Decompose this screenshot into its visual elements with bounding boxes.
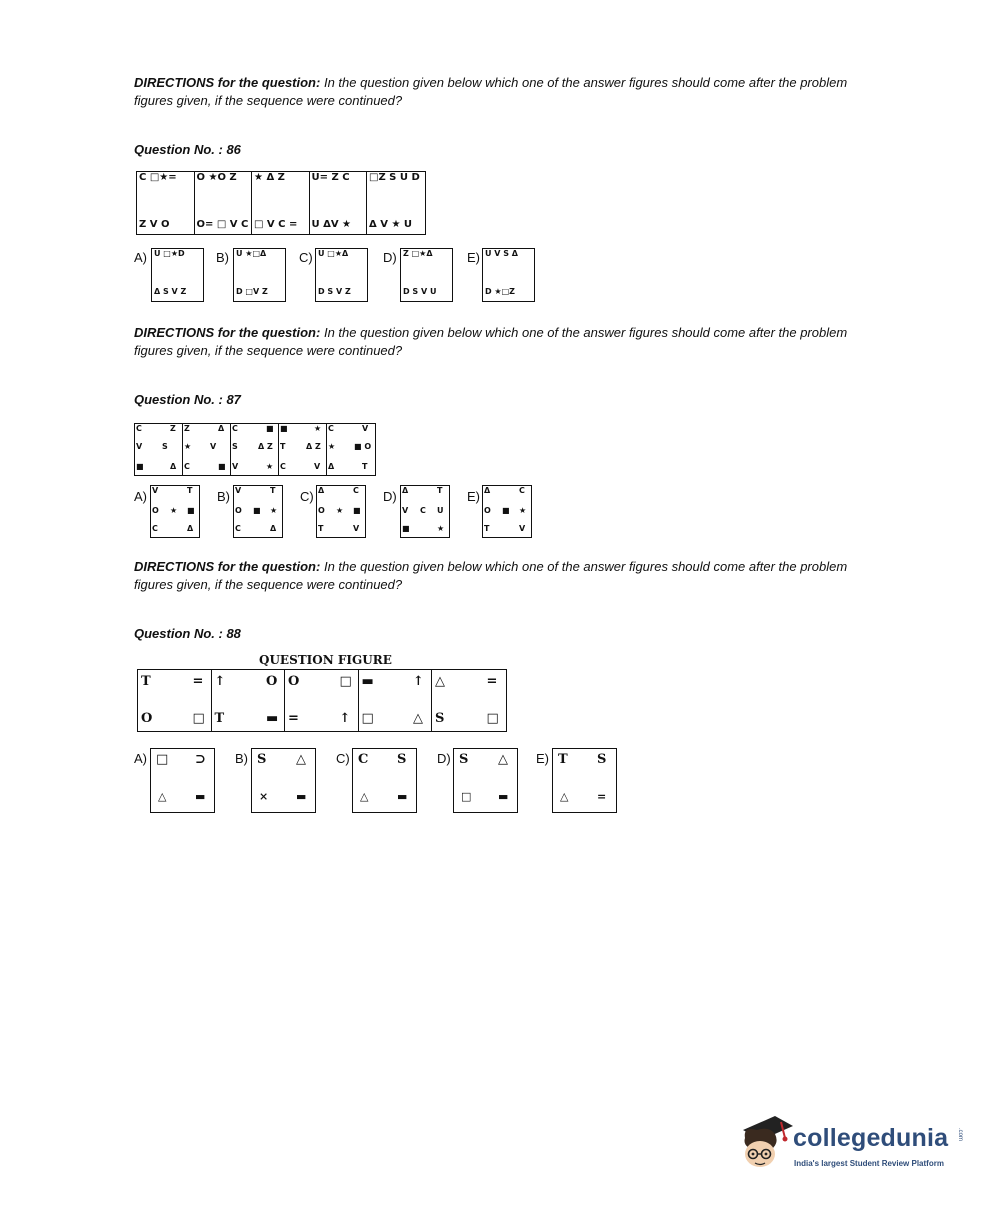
- answer-option-label: E): [467, 250, 480, 265]
- answer-option-label: D): [437, 751, 451, 766]
- cell-top-right: =: [192, 674, 204, 689]
- cell-top-left: ↑: [214, 674, 226, 689]
- cell-middle-right: Δ Z: [306, 442, 321, 451]
- cell-middle-right: U: [437, 506, 444, 515]
- cell-bottom-right: ▬: [296, 790, 307, 803]
- cell-top-right: T: [437, 486, 443, 495]
- cell-top-left: Z: [184, 424, 190, 433]
- directions-text: In the question given below which one of the answer figures should come after the problem figures given, if the sequence were continued?: [134, 75, 848, 108]
- cell-top-left: △: [435, 674, 445, 689]
- answer-bottom-row: D S V Z: [318, 287, 351, 296]
- cell-top-left: Δ: [402, 486, 409, 495]
- answer-top-row: U V S Δ: [485, 249, 518, 258]
- cell-middle-right: ★: [270, 506, 278, 515]
- directions-label: DIRECTIONS for the question:: [134, 75, 321, 90]
- cell-top-left: S: [257, 752, 267, 767]
- cell-bottom-left: ×: [259, 790, 269, 803]
- cell-bottom-right: ↑: [339, 711, 351, 726]
- answer-option-label: C): [336, 751, 350, 766]
- cell-top-right: S: [597, 752, 607, 767]
- cell-middle-left: V: [136, 442, 143, 451]
- logo-com: .com: [957, 1128, 963, 1142]
- figure-bottom-row: U ΔV ★: [311, 219, 352, 230]
- question-86-title: Question No. : 86: [134, 142, 241, 157]
- answer-top-row: U □★D: [154, 249, 185, 258]
- cell-bottom-right: =: [597, 790, 607, 803]
- answer-top-row: U □★Δ: [318, 249, 349, 258]
- question-88-title: Question No. : 88: [134, 626, 241, 641]
- figure-top-row: □Z S U D: [369, 172, 420, 183]
- cell-top-right: △: [296, 752, 306, 767]
- logo-tagline: India's largest Student Review Platform: [794, 1159, 944, 1168]
- figure-bottom-row: Δ V ★ U: [369, 219, 413, 230]
- cell-middle-right: ■: [353, 506, 361, 515]
- logo-wordmark: collegedunia: [793, 1124, 949, 1152]
- cell-middle-right: ■ O: [354, 442, 372, 451]
- cell-middle-left: ★: [328, 442, 336, 451]
- cell-top-right: □: [339, 674, 352, 689]
- cell-bottom-right: Δ: [170, 462, 177, 471]
- cell-middle-right: ■: [187, 506, 195, 515]
- cell-bottom-left: △: [560, 790, 569, 803]
- cell-top-left: Δ: [484, 486, 491, 495]
- figure-bottom-row: O= □ V C: [196, 219, 249, 230]
- answer-option-label: D): [383, 489, 397, 504]
- cell-bottom-left: ■: [136, 462, 144, 471]
- cell-top-left: S: [459, 752, 469, 767]
- cell-bottom-right: ▬: [498, 790, 509, 803]
- cell-bottom-right: ■: [218, 462, 226, 471]
- cell-top-left: V: [152, 486, 159, 495]
- directions-label: DIRECTIONS for the question:: [134, 325, 321, 340]
- cell-middle-center: ■: [502, 506, 510, 515]
- cell-top-right: Δ: [218, 424, 225, 433]
- figure-bottom-row: Z V O: [139, 219, 170, 230]
- cell-bottom-left: ■: [402, 524, 410, 533]
- answer-option-label: B): [217, 489, 230, 504]
- cell-bottom-left: △: [158, 790, 167, 803]
- directions-87: [134, 324, 874, 360]
- cell-top-right: O: [266, 674, 278, 689]
- answer-option-label: E): [536, 751, 549, 766]
- cell-middle-right: ★: [519, 506, 527, 515]
- cell-bottom-left: △: [360, 790, 369, 803]
- cell-bottom-right: Δ: [270, 524, 277, 533]
- cell-top-left: Δ: [318, 486, 325, 495]
- cell-middle-left: S: [232, 442, 238, 451]
- cell-bottom-left: □: [461, 790, 472, 803]
- cell-bottom-right: T: [362, 462, 368, 471]
- directions-text: In the question given below which one of the answer figures should come after the problem figures given, if the sequence were continued?: [134, 325, 848, 358]
- answer-bottom-row: D ★□Z: [485, 287, 515, 296]
- answer-bottom-row: D □V Z: [236, 287, 268, 296]
- cell-middle-left: O: [235, 506, 242, 515]
- cell-top-left: ▬: [361, 674, 374, 689]
- answer-bottom-row: D S V U: [403, 287, 437, 296]
- answer-option-label: A): [134, 250, 147, 265]
- cell-bottom-right: V: [314, 462, 321, 471]
- cell-bottom-left: Δ: [328, 462, 335, 471]
- answer-option-label: A): [134, 489, 147, 504]
- answer-option-label: E): [467, 489, 480, 504]
- cell-top-right: T: [270, 486, 276, 495]
- directions-86: [134, 74, 874, 110]
- cell-middle-center: ■: [253, 506, 261, 515]
- cell-bottom-left: T: [484, 524, 490, 533]
- cell-bottom-left: O: [141, 711, 153, 726]
- cell-bottom-left: C: [235, 524, 241, 533]
- cell-top-right: S: [397, 752, 407, 767]
- cell-middle-left: T: [280, 442, 286, 451]
- answer-bottom-row: Δ S V Z: [154, 287, 187, 296]
- cell-bottom-right: ▬: [397, 790, 408, 803]
- cell-top-right: ↑: [413, 674, 424, 689]
- cell-bottom-right: ▬: [266, 711, 279, 726]
- cell-bottom-left: V: [232, 462, 239, 471]
- cell-middle-left: O: [318, 506, 325, 515]
- figure-top-row: C □★=: [139, 172, 177, 183]
- cell-bottom-left: C: [280, 462, 286, 471]
- cell-bottom-left: S: [435, 711, 445, 726]
- answer-top-row: Z □★Δ: [403, 249, 433, 258]
- answer-option-label: B): [216, 250, 229, 265]
- cell-middle-right: V: [210, 442, 217, 451]
- answer-option-label: A): [134, 751, 147, 766]
- cell-top-left: C: [136, 424, 142, 433]
- cell-bottom-left: T: [318, 524, 324, 533]
- cell-top-right: C: [353, 486, 359, 495]
- cell-top-left: C: [232, 424, 238, 433]
- question-87-title: Question No. : 87: [134, 392, 241, 407]
- cell-top-right: T: [187, 486, 193, 495]
- figure-top-row: O ★O Z: [196, 172, 237, 183]
- cell-bottom-right: □: [486, 711, 499, 726]
- cell-middle-left: ★: [184, 442, 192, 451]
- cell-middle-center: ★: [336, 506, 344, 515]
- answer-top-row: U ★□Δ: [236, 249, 267, 258]
- figure-bottom-row: □ V C =: [254, 219, 298, 230]
- cell-top-left: T: [141, 674, 151, 689]
- figure-top-row: ★ Δ Z: [254, 172, 285, 183]
- cell-middle-right: Δ Z: [258, 442, 273, 451]
- cell-middle-left: O: [152, 506, 159, 515]
- cell-top-right: Z: [170, 424, 176, 433]
- cell-top-right: V: [362, 424, 369, 433]
- cell-bottom-right: V: [353, 524, 360, 533]
- answer-option-label: C): [299, 250, 313, 265]
- cell-bottom-right: □: [192, 711, 205, 726]
- cell-middle-center: ★: [170, 506, 178, 515]
- cell-bottom-left: T: [214, 711, 225, 726]
- student-mascot-icon: [735, 1108, 795, 1180]
- cell-middle-left: V: [402, 506, 409, 515]
- answer-option-label: D): [383, 250, 397, 265]
- question-figure-caption: QUESTION FIGURE: [259, 653, 392, 667]
- cell-top-left: C: [358, 752, 369, 767]
- directions-label: DIRECTIONS for the question:: [134, 559, 321, 574]
- answer-option-label: C): [300, 489, 314, 504]
- cell-bottom-left: □: [361, 711, 374, 726]
- cell-bottom-left: C: [152, 524, 158, 533]
- cell-middle-left: O: [484, 506, 491, 515]
- cell-bottom-right: ★: [266, 462, 274, 471]
- cell-middle-center: C: [420, 506, 426, 515]
- figure-top-row: U= Z C: [311, 172, 350, 183]
- cell-top-left: ■: [280, 424, 288, 433]
- directions-text: In the question given below which one of the answer figures should come after the problem figures given, if the sequence were continued?: [134, 559, 848, 592]
- cell-top-right: ★: [314, 424, 322, 433]
- cell-top-right: ⊃: [195, 752, 206, 767]
- cell-top-left: V: [235, 486, 242, 495]
- cell-top-left: □: [156, 752, 169, 767]
- cell-bottom-right: Δ: [187, 524, 194, 533]
- directions-88: [134, 558, 874, 594]
- cell-top-left: T: [558, 752, 568, 767]
- answer-option-label: B): [235, 751, 248, 766]
- cell-bottom-right: V: [519, 524, 526, 533]
- cell-middle-right: S: [162, 442, 168, 451]
- cell-bottom-left: =: [288, 711, 299, 726]
- cell-bottom-right: ▬: [195, 790, 206, 803]
- cell-top-right: =: [486, 674, 498, 689]
- cell-bottom-left: C: [184, 462, 190, 471]
- cell-top-left: C: [328, 424, 334, 433]
- collegedunia-logo: [735, 1108, 965, 1188]
- cell-bottom-right: ★: [437, 524, 445, 533]
- cell-top-right: △: [498, 752, 508, 767]
- cell-top-right: C: [519, 486, 525, 495]
- cell-bottom-right: △: [413, 711, 423, 726]
- cell-top-left: O: [288, 674, 300, 689]
- cell-top-right: ■: [266, 424, 274, 433]
